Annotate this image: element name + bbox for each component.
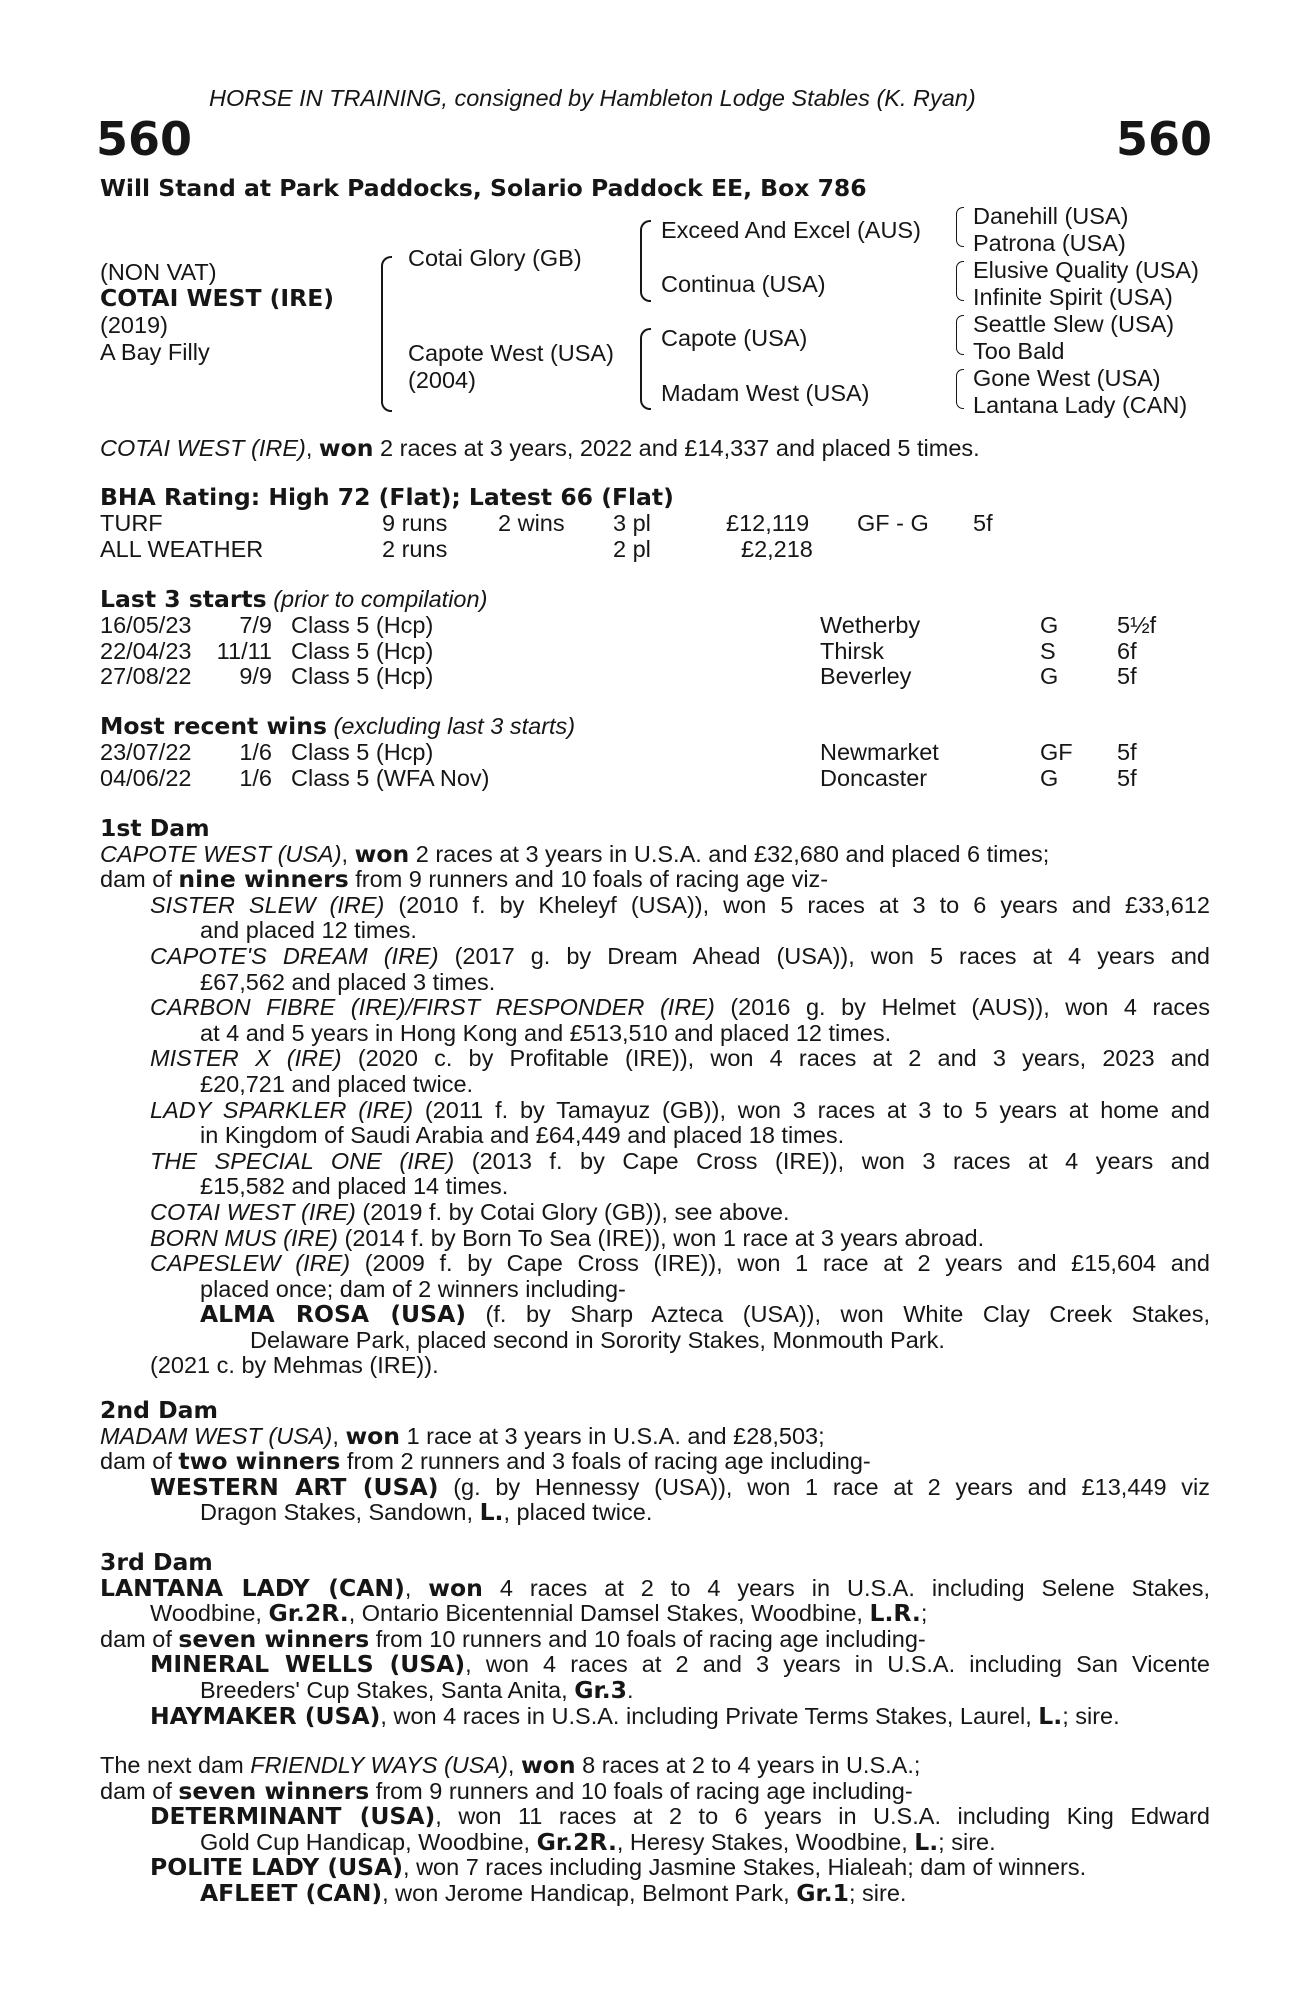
separator: , [507,1752,521,1778]
progeny-continuation: placed once; dam of 2 winners including- [200,1275,626,1302]
horse-name: COTAI WEST (IRE) [100,284,335,312]
start-date: 22/04/23 [100,638,192,664]
start-position: 7/9 [239,612,272,638]
progeny-record: (2014 f. by Born To Sea (IRE)), won 1 race at 3 years abroad. [338,1224,985,1251]
race-grade: L.R. [869,1599,921,1628]
progeny-continuation: and placed 12 times. [200,917,417,944]
third-dam-heading: 3rd Dam [100,1548,213,1576]
progeny-name: MINERAL WELLS (USA) [150,1650,466,1679]
progeny-record: , won 11 races at 2 to 6 years in U.S.A. including King Edward [435,1803,1211,1830]
text: , placed twice. [503,1499,653,1526]
progeny-name: CAPOTE'S DREAM (IRE) [150,942,439,969]
progeny-continuation [100,1500,1210,1526]
start-distance: 5f [1117,663,1137,689]
dam-dam-dam: Lantana Lady (CAN) [973,392,1188,418]
rating-placed: 2 pl [613,536,651,562]
dam-record: 1 race at 3 years in U.S.A. and £28,503; [400,1422,825,1449]
dam-sire: Capote (USA) [661,325,808,351]
progeny-name: HAYMAKER (USA) [150,1701,381,1730]
rating-heading: BHA Rating: High 72 (Flat); Latest 66 (Flat) [100,483,674,511]
separator: , [404,1574,429,1601]
progeny-entry [100,1804,1210,1830]
grand-progeny-entry [100,1878,1210,1907]
summary-text: 2 races at 3 years, 2022 and £14,337 and placed 5 times. [380,435,980,461]
progeny-record: , won 4 races in U.S.A. including Private Terms Stakes, Laurel, [380,1702,1039,1729]
text: ; [920,1600,928,1627]
winners-count: seven winners [178,1776,370,1805]
progeny-name: COTAI WEST (IRE) [150,1198,356,1225]
start-class: Class 5 (Hcp) [291,638,434,664]
location-line: Will Stand at Park Paddocks, Solario Paddock EE, Box 786 [100,174,867,202]
progeny-continuation: £15,582 and placed 14 times. [200,1173,509,1200]
grand-progeny-entry [100,1302,1210,1328]
dam: Capote West (USA) [408,340,614,366]
sire-sire: Exceed And Excel (AUS) [661,217,921,243]
rating-surface: ALL WEATHER [100,536,264,562]
progeny-entry [100,1472,1210,1501]
win-course: Newmarket [820,739,939,765]
separator: , [332,1422,346,1449]
dam-dam-sire: Gone West (USA) [973,365,1161,391]
win-going: GF [1040,739,1073,765]
won-label: won [345,1421,401,1450]
race-summary: COTAI WEST (IRE), won 2 races at 3 years, 2022 and £14,337 and placed 5 times. [100,434,980,462]
progeny-record: (2020 c. by Profitable (IRE)), won 4 races at 2 and 3 years, 2023 and [341,1045,1211,1072]
win-class: Class 5 (Hcp) [291,739,434,765]
rating-wins: 2 wins [498,510,565,536]
progeny-record: (2011 f. by Tamayuz (GB)), won 3 races at 3 to 5 years at home and [413,1096,1210,1123]
progeny-continuation: at 4 and 5 years in Hong Kong and £513,510 and placed 12 times. [200,1019,892,1046]
pedigree-bracket [381,256,392,412]
text: from 2 runners and 3 foals of racing age including- [340,1448,871,1475]
start-going: G [1040,663,1059,689]
sire-dam: Continua (USA) [661,271,826,297]
progeny-entry [100,1098,1210,1124]
text: dam of [100,1448,179,1475]
win-distance: 5f [1117,739,1137,765]
text: ; sire. [938,1828,996,1855]
rating-runs: 9 runs [382,510,448,536]
text: from 9 runners and 10 foals of racing age viz- [348,866,829,893]
win-class: Class 5 (WFA Nov) [291,765,490,791]
progeny-name: AFLEET (CAN) [200,1878,383,1907]
pedigree-bracket [956,315,964,355]
progeny-entry [100,1652,1210,1678]
race-grade: Gr.1 [796,1878,849,1907]
progeny-name: THE SPECIAL ONE (IRE) [150,1147,455,1174]
start-date: 16/05/23 [100,612,192,638]
progeny-continuation: £67,562 and placed 3 times. [200,968,496,995]
pedigree-bracket [956,369,964,409]
win-course: Doncaster [820,765,928,791]
progeny-name: WESTERN ART (USA) [150,1472,439,1501]
sire-sire-dam: Patrona (USA) [973,230,1126,256]
winners-count: two winners [178,1447,341,1476]
rating-going: GF - G [857,510,929,536]
start-going: G [1040,612,1059,638]
start-going: S [1040,638,1056,664]
summary-won: won [318,434,374,462]
progeny-entry [100,1226,1210,1252]
progeny-entry [100,944,1210,970]
text: dam of [100,1777,179,1804]
text: from 10 runners and 10 foals of racing age including- [369,1625,926,1652]
dam-name: MADAM WEST (USA) [100,1422,333,1449]
progeny-record: (2019 f. by Cotai Glory (GB)), see above. [355,1198,790,1225]
dam-record: 8 races at 2 to 4 years in U.S.A.; [575,1752,921,1778]
progeny-record: (g. by Hennessy (USA)), won 1 race at 2 years and £13,449 viz [438,1473,1210,1500]
progeny-record: (2010 f. by Kheleyf (USA)), won 5 races at 3 to 6 years and £33,612 [384,891,1210,918]
progeny-record: (f. by Sharp Azteca (USA)), won White Clay Creek Stakes, [466,1301,1210,1328]
progeny-entry [100,1251,1210,1277]
dam-name: CAPOTE WEST (USA) [100,840,342,867]
progeny-entry [100,1855,1210,1881]
dam-name: LANTANA LADY (CAN) [100,1573,405,1602]
text: dam of [100,866,179,893]
text: , Heresy Stakes, Woodbine, [616,1828,915,1855]
second-dam-heading: 2nd Dam [100,1396,218,1424]
progeny-continuation: £20,721 and placed twice. [200,1070,474,1097]
text: Woodbine, [150,1600,269,1627]
progeny-record: , won 4 races at 2 and 3 years in U.S.A. including San Vicente [465,1651,1210,1678]
race-grade: Gr.3 [574,1675,627,1704]
vat-status: (NON VAT) [100,259,217,285]
text: The next dam [100,1752,251,1778]
dam-name: FRIENDLY WAYS (USA) [250,1752,508,1778]
won-label: won [354,839,410,868]
progeny-record: (2016 g. by Helmet (AUS)), won 4 races [714,994,1210,1021]
pedigree-bracket [640,328,651,410]
text: , Ontario Bicentennial Damsel Stakes, Woodbine, [348,1600,870,1627]
progeny-continuation: in Kingdom of Saudi Arabia and £64,449 and placed 18 times. [200,1122,845,1149]
horse-description: A Bay Filly [100,339,210,365]
second-dam-section [100,1398,1210,1526]
dam-record: 2 races at 3 years in U.S.A. and £32,680 and placed 6 times; [409,840,1050,867]
first-dam-heading: 1st Dam [100,814,210,842]
summary-horse-name: COTAI WEST (IRE) [100,435,306,461]
win-date: 23/07/22 [100,739,192,765]
progeny-entry [100,1046,1210,1072]
start-date: 27/08/22 [100,663,192,689]
horse-year: (2019) [100,312,168,338]
progeny-name: CAPESLEW (IRE) [150,1250,351,1277]
pedigree-bracket [956,261,964,301]
text: . [627,1676,634,1703]
won-label: won [428,1573,483,1602]
winners-count: seven winners [178,1624,370,1653]
rating-surface: TURF [100,510,163,536]
race-grade: L. [1038,1701,1063,1730]
last-starts-note: (prior to compilation) [273,586,488,612]
rating-runs: 2 runs [382,536,448,562]
start-distance: 5½f [1117,612,1157,638]
dam-sire-sire: Seattle Slew (USA) [973,311,1175,337]
race-grade: L. [479,1498,504,1527]
dam-year: (2004) [408,367,476,393]
rating-prize: £12,119 [726,510,810,536]
win-position: 1/6 [239,765,272,791]
text: dam of [100,1625,179,1652]
win-distance: 5f [1117,765,1137,791]
recent-wins-note: (excluding last 3 starts) [333,713,576,739]
text: ; sire. [1062,1702,1120,1729]
progeny-record: , won 7 races including Jasmine Stakes, Hialeah; dam of winners. [403,1854,1087,1881]
text: Breeders' Cup Stakes, Santa Anita, [200,1676,575,1703]
progeny-name: BORN MUS (IRE) [150,1224,338,1251]
text: ; sire. [849,1879,907,1906]
progeny-entry [100,1149,1210,1175]
progeny-record: , won Jerome Handicap, Belmont Park, [382,1879,797,1906]
progeny-continuation: Delaware Park, placed second in Sorority Stakes, Monmouth Park. [250,1326,945,1353]
winners-count: nine winners [178,865,349,894]
progeny-record: (2009 f. by Cape Cross (IRE)), won 1 race at 2 years and £15,604 and [350,1250,1210,1277]
pedigree-bracket [956,207,964,247]
progeny-continuation [100,1827,1210,1856]
race-grade: L. [914,1827,939,1856]
consignment-line: HORSE IN TRAINING, consigned by Hambleton Lodge Stables (K. Ryan) [209,85,976,111]
start-class: Class 5 (Hcp) [291,612,434,638]
progeny-entry [100,893,1210,919]
first-dam-section [100,816,1210,1379]
next-dam-section [100,1753,1210,1907]
dam-dam: Madam West (USA) [661,380,870,406]
progeny-name: POLITE LADY (USA) [150,1853,404,1882]
sire-sire-sire: Danehill (USA) [973,203,1129,229]
start-distance: 6f [1117,638,1137,664]
sire-dam-dam: Infinite Spirit (USA) [973,284,1173,310]
start-class: Class 5 (Hcp) [291,663,434,689]
progeny-name: MISTER X (IRE) [150,1045,342,1072]
win-going: G [1040,765,1059,791]
sire: Cotai Glory (GB) [408,245,582,271]
sire-dam-sire: Elusive Quality (USA) [973,257,1199,283]
progeny-name: LADY SPARKLER (IRE) [150,1096,414,1123]
start-course: Beverley [820,663,912,689]
win-date: 04/06/22 [100,765,192,791]
progeny-continuation [100,1675,1210,1704]
start-course: Thirsk [820,638,884,664]
separator: , [341,840,355,867]
start-position: 9/9 [239,663,272,689]
lot-number-left: 560 [96,112,193,166]
lot-number-right: 560 [1116,112,1213,166]
start-position: 11/11 [216,638,272,664]
progeny-entry [100,995,1210,1021]
rating-distance: 5f [973,510,993,536]
text: Gold Cup Handicap, Woodbine, [200,1828,537,1855]
text: from 9 runners and 10 foals of racing age including- [369,1777,913,1804]
third-dam-section [100,1550,1210,1729]
progeny-name: DETERMINANT (USA) [150,1802,436,1831]
rating-placed: 3 pl [613,510,651,536]
race-grade: Gr.2R. [268,1599,349,1628]
progeny-entry [100,1200,1210,1226]
progeny-record: (2017 g. by Dream Ahead (USA)), won 5 races at 4 years and [438,942,1210,969]
progeny-entry [100,1701,1210,1730]
last-starts-heading: Last 3 starts [100,585,267,613]
rating-prize: £2,218 [741,536,813,562]
progeny-name: ALMA ROSA (USA) [200,1300,466,1329]
progeny-entry: (2021 c. by Mehmas (IRE)). [150,1352,439,1379]
race-grade: Gr.2R. [536,1827,617,1856]
progeny-name: CARBON FIBRE (IRE)/FIRST RESPONDER (IRE) [150,994,715,1021]
start-course: Wetherby [820,612,921,638]
pedigree-bracket [640,220,651,302]
progeny-record: (2013 f. by Cape Cross (IRE)), won 3 races at 4 years and [454,1147,1210,1174]
dam-record: 4 races at 2 to 4 years in U.S.A. including Selene Stakes, [482,1574,1211,1601]
progeny-name: SISTER SLEW (IRE) [150,891,385,918]
text: Dragon Stakes, Sandown, [200,1499,480,1526]
recent-wins-heading: Most recent wins [100,712,327,740]
dam-sire-dam: Too Bald [973,338,1065,364]
win-position: 1/6 [239,739,272,765]
won-label: won [520,1751,576,1779]
